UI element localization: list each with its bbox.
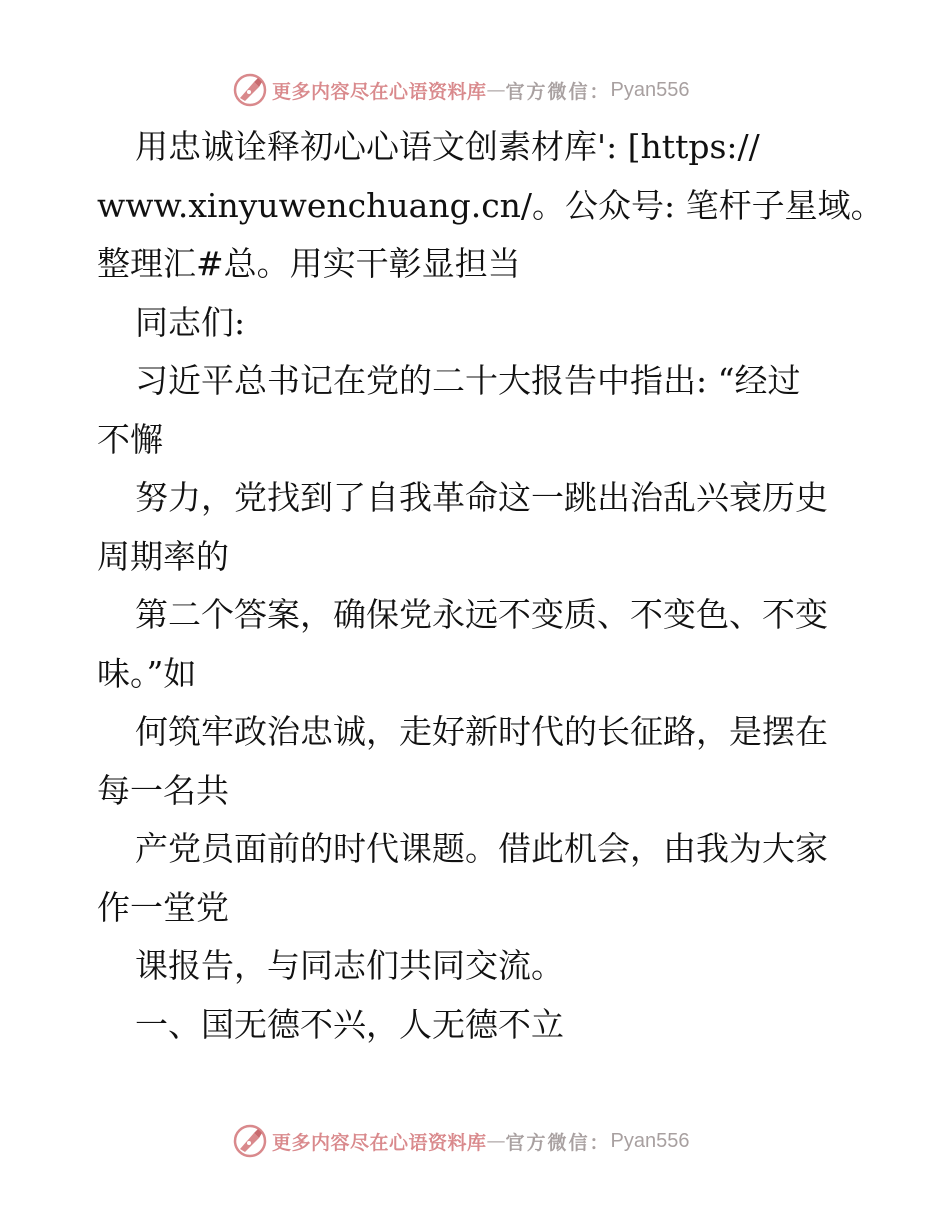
text-line: 产党员面前的时代课题。借此机会，由我为大家 <box>135 829 828 868</box>
text-line: 味。”如 <box>97 653 197 693</box>
text-line: 每一名共 <box>97 770 229 810</box>
text-line: www.xinyuwenchuang.cn/。公众号: 笔杆子星域。 <box>97 185 884 225</box>
text-line: 努力，党找到了自我革命这一跳出治乱兴衰历史 <box>135 478 828 517</box>
document-body <box>97 118 884 1054</box>
text-line: 第二个答案，确保党永远不变质、不变色、不变 <box>135 595 828 634</box>
text-line: 课报告，与同志们共同交流。 <box>135 946 564 985</box>
watermark-text: 更多内容尽在心语资料库 <box>272 80 487 103</box>
text-line: 整理汇#总。用实干彰显担当 <box>97 244 521 283</box>
text-line: 用忠诚诠释初心心语文创素材库': [https:// <box>135 127 760 166</box>
text-line: 同志们: <box>135 302 246 342</box>
text-line: 习近平总书记在党的二十大报告中指出: “经过 <box>135 361 801 400</box>
pen-nib-logo-icon <box>232 1123 268 1159</box>
text-line: 周期率的 <box>97 536 229 576</box>
pen-nib-logo-icon <box>232 72 268 108</box>
text-line: 作一堂党 <box>97 887 229 927</box>
section-heading: 一、国无德不兴，人无德不立 <box>135 1004 564 1044</box>
watermark-separator: — <box>486 1130 506 1152</box>
watermark-header <box>232 70 690 110</box>
watermark-label: 官方微信： <box>505 80 611 103</box>
watermark-id: Pyan556 <box>610 78 690 101</box>
text-line: 何筑牢政治忠诚，走好新时代的长征路，是摆在 <box>135 712 828 751</box>
watermark-id: Pyan556 <box>610 1129 690 1152</box>
watermark-text: 更多内容尽在心语资料库 <box>272 1131 487 1154</box>
watermark-footer <box>232 1121 690 1161</box>
watermark-separator: — <box>486 79 506 101</box>
text-line: 不懈 <box>97 419 163 459</box>
watermark-label: 官方微信： <box>505 1131 611 1154</box>
